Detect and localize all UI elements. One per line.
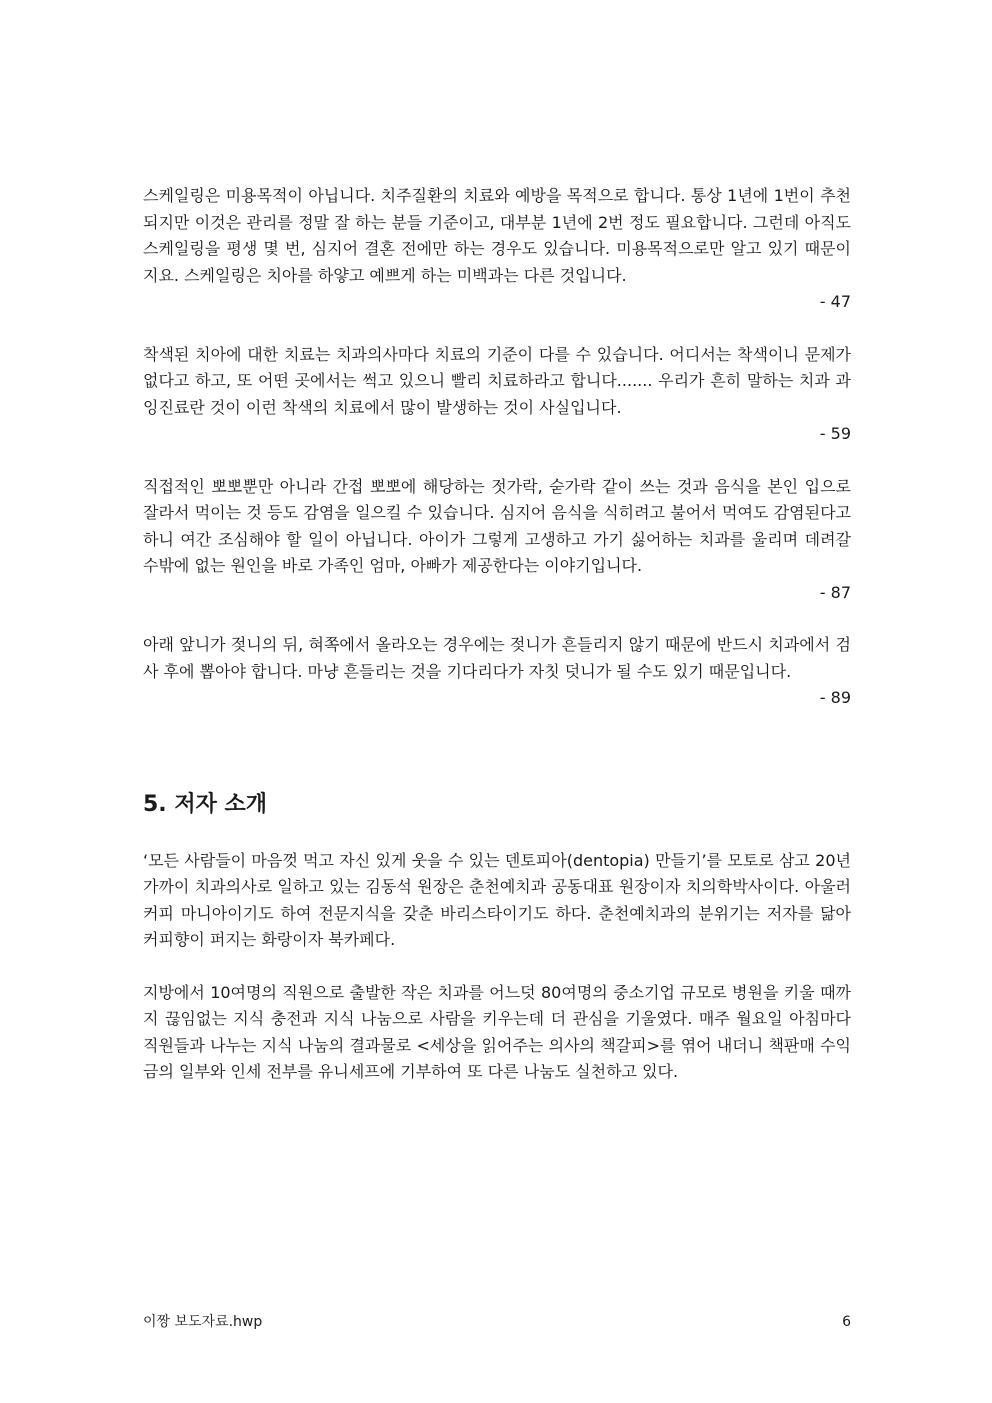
author-paragraph: 지방에서 10여명의 직원으로 출발한 작은 치과를 어느덧 80여명의 중소기업 규모로 병원을 키울 때까지 끊임없는 지식 충전과 지식 나눔으로 사람을 키우는데 더 관심을 기울였다. 매주 월요일 아침마다 직원들과 나누는 지식 나눔의 결과물로 <세상을 읽어주는 의사의 책갈피>를 엮어 내더니 책판매 수익금의 일부와 인세 전부를 유니세프에 기부하여 또 다른 나눔도 실천하고 있다.	[143, 982, 851, 1081]
quote-text: 직접적인 뽀뽀뿐만 아니라 간접 뽀뽀에 해당하는 젓가락, 숟가락 같이 쓰는 것과 음식을 본인 입으로 잘라서 먹이는 것 등도 감염을 일으킬 수 있습니다. 심지어 음식을 식히려고 불어서 먹여도 감염된다고 하니 여간 조심해야 할 일이 아닙니다. 아이가 그렇게 고생하고 가기 싫어하는 치과를 울리며 데려갈 수밖에 없는 원인을 바로 가족인 엄마, 아빠가 제공한다는 이야기입니다.	[143, 476, 851, 575]
quote-page-ref: - 87	[819, 582, 851, 602]
quote-block	[143, 342, 851, 448]
quote-block	[143, 474, 851, 607]
page-footer	[143, 1312, 851, 1332]
quote-text: 스케일링은 미용목적이 아닙니다. 치주질환의 치료와 예방을 목적으로 합니다. 통상 1년에 1번이 추천되지만 이것은 관리를 정말 잘 하는 분들 기준이고, 대부분 1년에 2번 정도 필요합니다. 그런데 아직도 스케일링을 평생 몇 번, 심지어 결혼 전에만 하는 경우도 있습니다. 미용목적으로만 알고 있기 때문이지요. 스케일링은 치아를 하얗고 예쁘게 하는 미백과는 다른 것입니다.	[143, 186, 851, 285]
section-title: 5. 저자 소개	[143, 791, 267, 817]
quote-block	[143, 632, 851, 712]
author-paragraph: ‘모든 사람들이 마음껏 먹고 자신 있게 웃을 수 있는 덴토피아(dentopia) 만들기’를 모토로 삼고 20년 가까이 치과의사로 일하고 있는 김동석 원장은 춘천예치과 공동대표 원장이자 치의학박사이다. 아울러 커피 마니아이기도 하여 전문지식을 갖춘 바리스타이기도 하다. 춘천예치과의 분위기는 저자를 닮아 커피향이 퍼지는 화랑이자 북카페다.	[143, 850, 851, 949]
document-body	[143, 183, 851, 1086]
footer-filename: 이짱 보도자료.hwp	[143, 1314, 263, 1330]
quote-page-ref: - 47	[819, 292, 851, 311]
quote-text: 아래 앞니가 젖니의 뒤, 혀쪽에서 올라오는 경우에는 젖니가 흔들리지 않기 때문에 반드시 치과에서 검사 후에 뽑아야 합니다. 마냥 흔들리는 것을 기다리다가 자칫 덧니가 될 수도 있기 때문입니다.	[143, 635, 851, 681]
quote-page-ref: - 89	[819, 688, 851, 707]
quote-page-ref: - 59	[819, 424, 851, 443]
quote-text: 착색된 치아에 대한 치료는 치과의사마다 치료의 기준이 다를 수 있습니다. 어디서는 착색이니 문제가 없다고 하고, 또 어떤 곳에서는 썩고 있으니 빨리 치료하라고 합니다....... 우리가 흔히 말하는 치과 과잉진료란 것이 이런 착색의 치료에서 많이 발생하는 것이 사실입니다.	[143, 344, 851, 417]
quote-block	[143, 183, 851, 316]
footer-page-number: 6	[842, 1314, 851, 1330]
